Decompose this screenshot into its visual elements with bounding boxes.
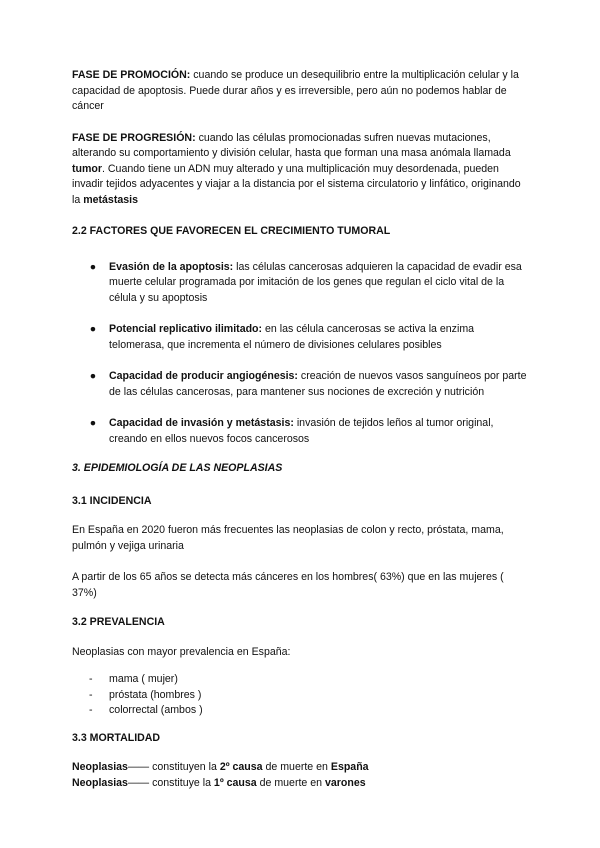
document-content xyxy=(72,68,530,791)
dash-marker: - xyxy=(89,688,93,701)
paragraph-incidencia-1: En España en 2020 fueron más frecuentes las neoplasias de colon y recto, próstata, mama, pulmón y vejiga urinaria xyxy=(72,524,504,552)
paragraph-fase-progresion xyxy=(72,131,530,209)
fase-promocion-text: cuando se produce un desequilibrio entre la multiplicación celular y la capacidad de apoptosis. Puede durar años y es irreversible, pero aún no podemos hablar de cáncer xyxy=(72,69,519,112)
list-item xyxy=(72,688,530,704)
bullet-icon: ● xyxy=(89,260,97,273)
dash-marker: - xyxy=(89,704,93,716)
bullet-icon: ● xyxy=(89,323,97,335)
prevalencia-item: colorrectal (ambos ) xyxy=(109,704,203,716)
factor-text: en las célula cancerosas se activa la enzima telomerasa, que incrementa el número de divisiones celulares posibles xyxy=(109,323,475,351)
factores-list xyxy=(72,260,530,448)
factor-label: Capacidad de producir angiogénesis: xyxy=(109,370,298,382)
factor-text: invasión de tejidos leños al tumor original, creando en ellos nuevos focos cancerosos xyxy=(109,417,494,445)
heading-prevalencia: 3.2 PREVALENCIA xyxy=(72,616,165,628)
list-item xyxy=(72,703,530,719)
mortalidad-text: de muerte en xyxy=(256,776,325,789)
bullet-icon: ● xyxy=(89,417,97,429)
dash-marker: - xyxy=(89,673,93,685)
mortalidad-text: —— constituye la xyxy=(127,776,214,789)
list-item xyxy=(72,416,530,447)
neoplasias-term: Neoplasias xyxy=(72,776,128,789)
mortalidad-line-1 xyxy=(72,760,530,776)
fase-progresion-text-a: cuando las células promocionadas sufren nuevas mutaciones, alterando su comportamiento y división celular, hasta que forman una masa anómala llamada xyxy=(72,131,511,159)
prevalencia-list xyxy=(72,672,530,719)
causa-term: 2º causa xyxy=(219,761,263,773)
mortalidad-text: de muerte en xyxy=(262,761,331,773)
factor-text: las células cancerosas adquieren la capacidad de evadir esa muerte celular programada por imitación de los genes que regulan el ciclo vital de la célula y su apoptosis xyxy=(109,260,522,304)
list-item xyxy=(72,322,530,353)
factor-text: creación de nuevos vasos sanguíneos por parte de las células cancerosas, para mantener sus nociones de excreción y nutrición xyxy=(109,370,527,398)
bullet-icon: ● xyxy=(89,370,97,382)
varones-term: varones xyxy=(324,776,366,789)
list-item xyxy=(72,260,530,307)
heading-mortalidad: 3.3 MORTALIDAD xyxy=(72,731,161,744)
factor-label: Potencial replicativo ilimitado: xyxy=(109,323,263,335)
neoplasias-term: Neoplasias xyxy=(72,761,128,773)
factor-label: Capacidad de invasión y metástasis: xyxy=(109,417,294,429)
fase-promocion-label: FASE DE PROMOCIÓN: xyxy=(72,69,191,81)
heading-epidemiologia: 3. EPIDEMIOLOGÍA DE LAS NEOPLASIAS xyxy=(72,462,283,474)
paragraph-prevalencia-intro: Neoplasias con mayor prevalencia en España: xyxy=(72,645,291,658)
fase-progresion-text-b: . Cuando tiene un ADN muy alterado y una multiplicación muy desordenada, pueden invadir tejidos adyacentes y viajar a la distancia por el sistema circulatorio y linfático, originando la xyxy=(72,162,521,206)
list-item xyxy=(72,369,530,400)
factor-label: Evasión de la apoptosis: xyxy=(109,260,234,273)
metastasis-term: metástasis xyxy=(83,193,138,206)
heading-factores: 2.2 FACTORES QUE FAVORECEN EL CRECIMIENTO TUMORAL xyxy=(72,225,391,237)
mortalidad-text: —— constituyen la xyxy=(127,761,220,773)
prevalencia-item: próstata (hombres ) xyxy=(109,688,202,701)
fase-progresion-label: FASE DE PROGRESIÓN: xyxy=(72,131,196,144)
heading-incidencia: 3.1 INCIDENCIA xyxy=(72,494,152,507)
mortalidad-line-2 xyxy=(72,776,530,792)
tumor-term: tumor xyxy=(72,162,103,175)
paragraph-fase-promocion xyxy=(72,68,530,115)
espana-term: España xyxy=(330,761,369,773)
causa-term: 1º causa xyxy=(213,776,257,789)
paragraph-incidencia-2: A partir de los 65 años se detecta más cánceres en los hombres( 63%) que en las mujeres ( 37%) xyxy=(72,571,504,599)
prevalencia-item: mama ( mujer) xyxy=(109,673,178,685)
list-item xyxy=(72,672,530,688)
